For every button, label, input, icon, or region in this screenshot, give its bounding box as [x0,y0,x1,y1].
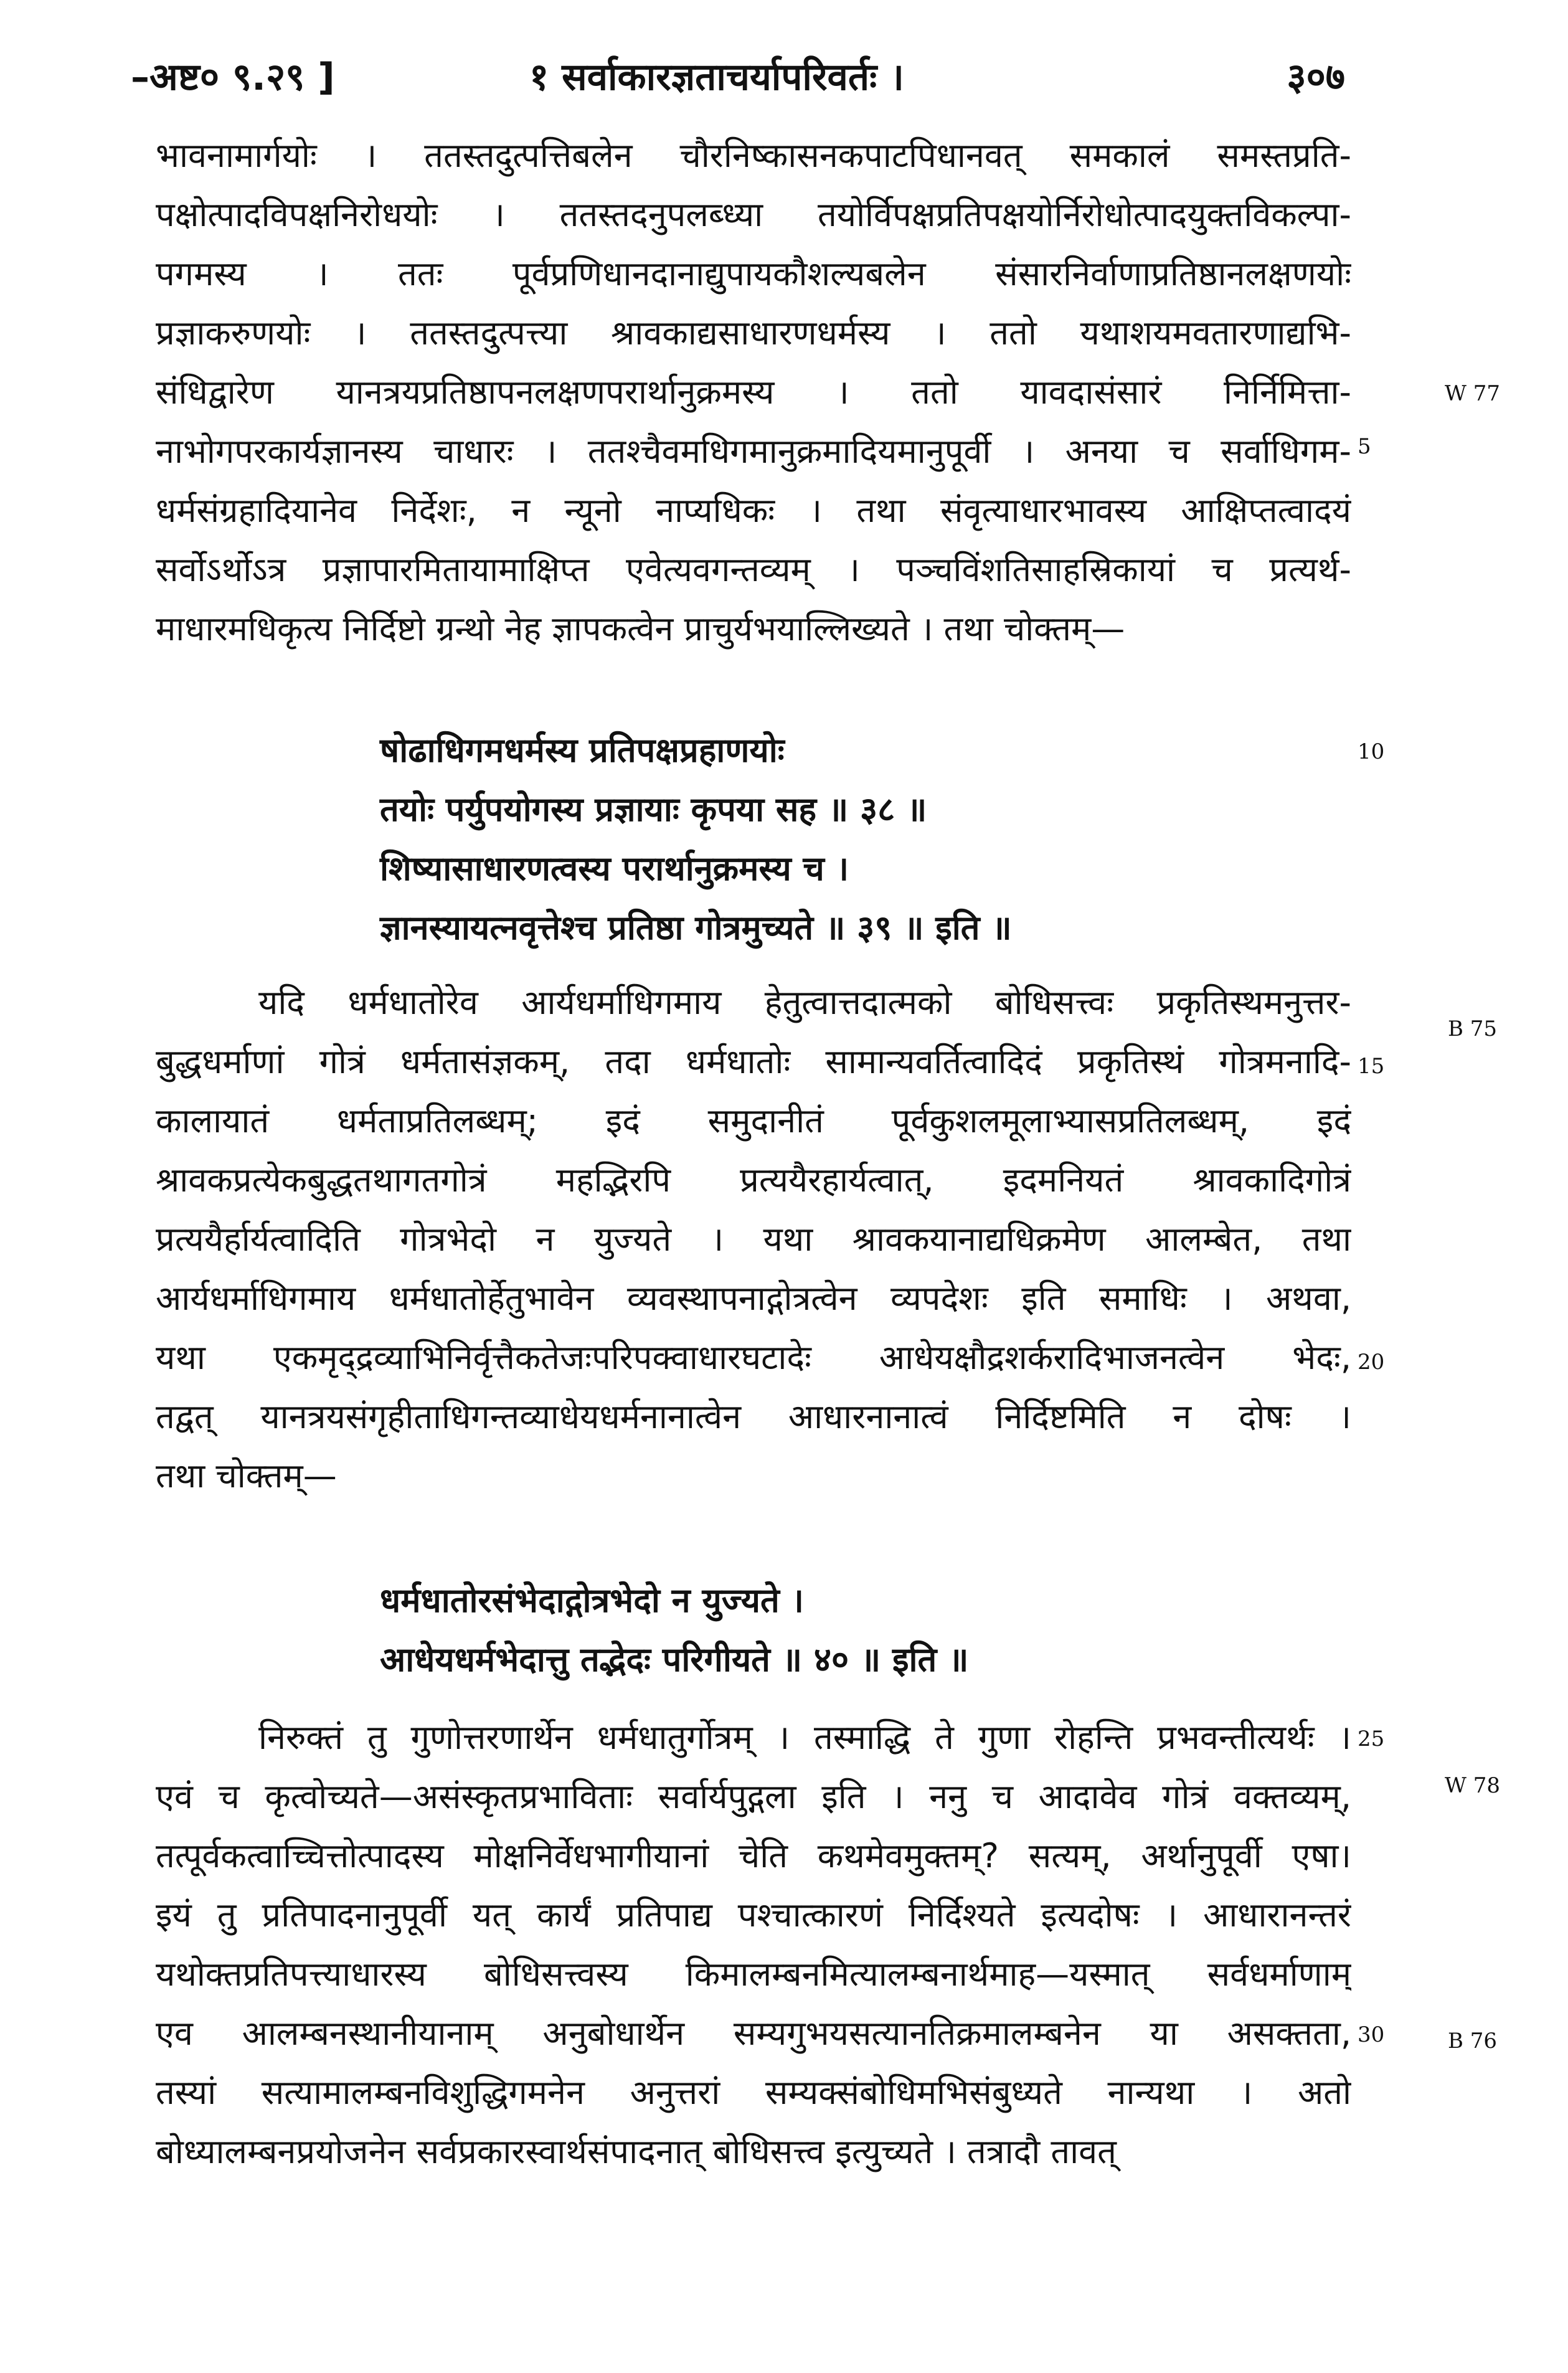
text-line: श्रावकप्रत्येकबुद्धतथागतगोत्रं महद्भिरपि प्रत्ययैरहार्यत्वात्, इदमनियतं श्रावकादिगोत्रं [156,1160,1351,1200]
text-line: इयं तु प्रतिपादनानुपूर्वी यत् कार्यं प्रतिपाद्य पश्चात्कारणं निर्दिश्यते इत्यदोषः । आधारानन्तरं [156,1895,1351,1935]
verse-line: आधेयधर्मभेदात्तु तद्भेदः परिगीयते ॥ ४० ॥ इति ॥ [380,1640,969,1679]
text-line: पगमस्य । ततः पूर्वप्रणिधानदानाद्युपायकौशल्यबलेन संसारनिर्वाणाप्रतिष्ठानलक्षणयोः [156,254,1351,293]
running-header [131,44,1345,112]
margin-reference: B 75 [1448,1016,1498,1041]
text-line: प्रज्ञाकरुणयोः । ततस्तदुत्पत्त्या श्रावकाद्यसाधारणधर्मस्य । ततो यथाशयमवतारणाद्यभि- [156,313,1351,353]
text-line: कालायातं धर्मताप्रतिलब्धम्; इदं समुदानीतं पूर्वकुशलमूलाभ्यासप्रतिलब्धम्, इदं [156,1101,1351,1140]
text-line: तथा चोक्तम्— [156,1456,337,1495]
verse-line: धर्मधातोरसंभेदाद्गोत्रभेदो न युज्यते । [380,1581,805,1620]
text-line: माधारमधिकृत्य निर्दिष्टो ग्रन्थो नेह ज्ञापकत्वेन प्राचुर्यभयाल्लिख्यते । तथा चोक्तम्— [156,609,1125,648]
text-line: प्रत्ययैर्हार्यत्वादिति गोत्रभेदो न युज्यते । यथा श्रावकयानाद्यधिक्रमेण आलम्बेत, तथा [156,1220,1351,1259]
text-line: एव आलम्बनस्थानीयानाम् अनुबोधार्थेन सम्यगुभयसत्यानतिक्रमालम्बनेन या असक्तता, [156,2014,1351,2053]
margin-reference: W 77 [1445,381,1501,406]
text-line: निरुक्तं तु गुणोत्तरणार्थेन धर्मधातुर्गोत्रम् । तस्माद्धि ते गुणा रोहन्ति प्रभवन्तीत्यर्थः । [258,1718,1351,1757]
text-line: यथोक्तप्रतिपत्त्याधारस्य बोधिसत्त्वस्य किमालम्बनमित्यालम्बनार्थमाह—यस्मात् सर्वधर्माणाम् [156,1954,1351,1994]
text-line: तत्पूर्वकत्वाच्चित्तोत्पादस्य मोक्षनिर्वेधभागीयानां चेति कथमेवमुक्तम्? सत्यम्, अर्थानुपूर्वी एषा। [156,1836,1351,1875]
header-chapter-title: १ सर्वाकारज्ञताचर्यापरिवर्तः । [529,55,904,99]
text-line: बुद्धधर्माणां गोत्रं धर्मतासंज्ञकम्, तदा धर्मधातोः सामान्यवर्तित्वादिदं प्रकृतिस्थं गोत्रमनादि- [156,1042,1351,1081]
text-line: एवं च कृत्वोच्यते—असंस्कृतप्रभाविताः सर्वार्यपुद्गला इति । ननु च आदावेव गोत्रं वक्तव्यम्, [156,1777,1351,1816]
text-line: बोध्यालम्बनप्रयोजनेन सर्वप्रकारस्वार्थसंपादनात् बोधिसत्त्व इत्युच्यते । तत्रादौ तावत् [156,2132,1117,2171]
text-line: भावनामार्गयोः । ततस्तदुत्पत्तिबलेन चौरनिष्कासनकपाटपिधानवत् समकालं समस्तप्रति- [156,136,1351,175]
verse-line: तयोः पर्युपयोगस्य प्रज्ञायाः कृपया सह ॥ ३८ ॥ [380,790,927,829]
verse-line: शिष्यासाधारणत्वस्य परार्थानुक्रमस्य च । [380,849,849,888]
text-line: नाभोगपरकार्यज्ञानस्य चाधारः । ततश्चैवमधिगमानुक्रमादियमानुपूर्वी । अनया च सर्वाधिगम- [156,432,1351,471]
line-number: 5 [1358,434,1371,459]
verse-line: ज्ञानस्यायत्नवृत्तेश्च प्रतिष्ठा गोत्रमुच्यते ॥ ३९ ॥ इति ॥ [380,908,1012,947]
page-number: ३०७ [1287,55,1345,99]
margin-reference: B 76 [1448,2029,1498,2053]
text-line: यदि धर्मधातोरेव आर्यधर्माधिगमाय हेतुत्वात्तदात्मको बोधिसत्त्वः प्रकृतिस्थमनुत्तर- [258,983,1351,1022]
text-line: आर्यधर्माधिगमाय धर्मधातोर्हेतुभावेन व्यवस्थापनाद्गोत्रत्वेन व्यपदेशः इति समाधिः । अथवा, [156,1279,1351,1318]
text-line: धर्मसंग्रहादियानेव निर्देशः, न न्यूनो नाप्यधिकः । तथा संवृत्याधारभावस्य आक्षिप्तत्वादयं [156,491,1351,530]
line-number: 30 [1358,2022,1385,2047]
line-number: 15 [1358,1054,1385,1079]
verse-line: षोढाधिगमधर्मस्य प्रतिपक्षप्रहाणयोः [380,731,785,770]
text-line: यथा एकमृद्द्रव्याभिनिर्वृत्तैकतेजःपरिपक्वाधारघटादेः आधेयक्षौद्रशर्करादिभाजनत्वेन भेदः, [156,1338,1351,1377]
line-number: 20 [1358,1350,1385,1375]
text-line: तद्वत् यानत्रयसंगृहीताधिगन्तव्याधेयधर्मनानात्वेन आधारनानात्वं निर्दिष्टमिति न दोषः । [156,1397,1351,1436]
line-number: 10 [1358,739,1385,764]
margin-reference: W 78 [1445,1773,1501,1798]
text-line: सर्वोऽर्थोऽत्र प्रज्ञापारमितायामाक्षिप्त एवेत्यवगन्तव्यम् । पञ्चविंशतिसाहस्रिकायां च प्रत्यर्थ- [156,550,1351,589]
header-reference: –अष्ट० ९.२९ ] [131,55,335,99]
line-number: 25 [1358,1726,1385,1751]
text-line: संधिद्वारेण यानत्रयप्रतिष्ठापनलक्षणपरार्थानुक्रमस्य । ततो यावदासंसारं निर्निमित्ता- [156,372,1351,412]
text-line: तस्यां सत्यामालम्बनविशुद्धिगमनेन अनुत्तरां सम्यक्संबोधिमभिसंबुध्यते नान्यथा । अतो [156,2073,1351,2112]
text-line: पक्षोत्पादविपक्षनिरोधयोः । ततस्तदनुपलब्ध्या तयोर्विपक्षप्रतिपक्षयोर्निरोधोत्पादयुक्तविकल्पा- [156,195,1351,234]
